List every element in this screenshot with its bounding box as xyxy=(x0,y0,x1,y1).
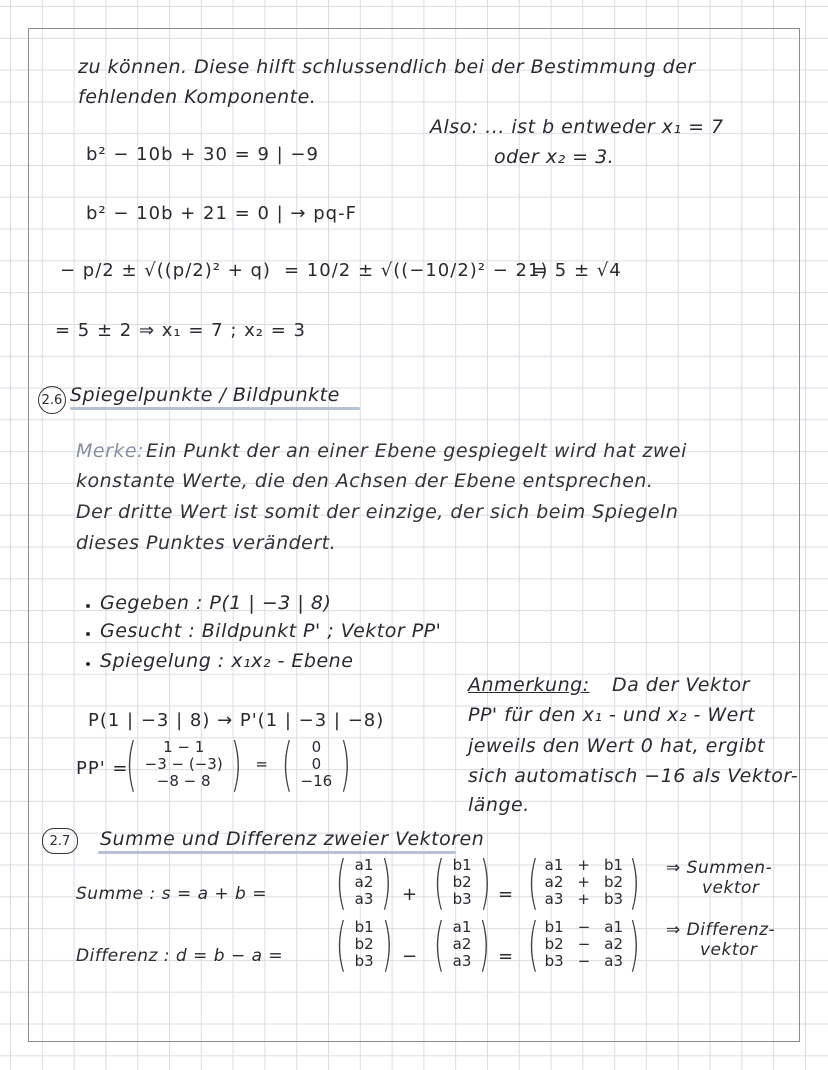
vec-op: − xyxy=(577,934,591,953)
merke-line-1: Ein Punkt der an einer Ebene gespiegelt wird hat zwei xyxy=(146,440,687,462)
differenz-note-2: vektor xyxy=(700,940,758,960)
section-2-6-underline xyxy=(70,407,360,410)
vec-entry: b1 xyxy=(452,855,472,874)
intro-line-2: fehlenden Komponente. xyxy=(78,86,317,108)
vec-entry: a3 xyxy=(544,889,564,908)
bullet-dot xyxy=(86,662,90,666)
vec-entry: b3 xyxy=(544,951,564,970)
summe-equals: = xyxy=(498,884,515,905)
calc-line-3-right: = 5 ± √4 xyxy=(532,260,622,281)
vec-entry: b1 xyxy=(354,917,374,936)
calc-line-1: b² − 10b + 30 = 9 | −9 xyxy=(86,144,319,165)
differenz-note: ⇒ Differenz- xyxy=(666,920,776,940)
vec-entry: a1 xyxy=(354,855,374,874)
anmerkung-label: Anmerkung: xyxy=(468,674,590,696)
pp-result-row: 0 xyxy=(311,737,322,756)
vec-entry: a2 xyxy=(354,872,374,891)
anmerkung-line-1: Da der Vektor xyxy=(612,674,750,696)
calc-line-3-left: − p/2 ± √((p/2)² + q) xyxy=(60,260,271,281)
vec-entry: b3 xyxy=(452,889,472,908)
mirror-line: P(1 | −3 | 8) → P'(1 | −3 | −8) xyxy=(88,710,385,731)
vec-entry: a1 xyxy=(452,917,472,936)
calc-line-4: = 5 ± 2 ⇒ x₁ = 7 ; x₂ = 3 xyxy=(55,320,306,341)
pp-diff-row: −8 − 8 xyxy=(156,771,211,790)
anmerkung-line-3: jeweils den Wert 0 hat, ergibt xyxy=(468,735,765,757)
section-2-7-number: 2.7 xyxy=(42,828,78,854)
vec-entry: b3 xyxy=(603,889,624,908)
section-2-6-title: Spiegelpunkte / Bildpunkte xyxy=(70,384,340,406)
vec-op: + xyxy=(577,889,590,908)
pp-result-row: 0 xyxy=(311,754,322,773)
vec-op: + xyxy=(577,855,590,874)
vec-entry: a3 xyxy=(604,951,624,970)
bullet-dot xyxy=(86,604,90,608)
vec-entry: a1 xyxy=(544,855,564,874)
summe-vector-a: ( a1 a2 a3 ) xyxy=(335,848,393,916)
vec-entry: b1 xyxy=(603,855,624,874)
differenz-vector-b: ( b1 b2 b3 ) xyxy=(335,910,393,978)
also-line-2: oder x₂ = 3. xyxy=(494,146,615,168)
calc-line-3-mid: = 10/2 ± √((−10/2)² − 21) xyxy=(284,260,549,281)
calc-line-2: b² − 10b + 21 = 0 | → pq-F xyxy=(86,203,357,224)
bullet-wanted: Gesucht : Bildpunkt P' ; Vektor PP' xyxy=(100,620,442,642)
vec-op: − xyxy=(577,951,591,970)
vec-entry: b2 xyxy=(603,872,624,891)
vec-entry: b1 xyxy=(544,917,564,936)
also-line-1: Also: ... ist b entweder x₁ = 7 xyxy=(430,116,724,138)
vec-entry: b2 xyxy=(354,934,374,953)
anmerkung-line-2: PP' für den x₁ - und x₂ - Wert xyxy=(468,704,756,726)
anmerkung-line-4: sich automatisch −16 als Vektor- xyxy=(468,765,799,787)
differenz-equals: = xyxy=(498,946,515,967)
summe-note: ⇒ Summen- xyxy=(666,858,773,878)
pp-diff-row: 1 − 1 xyxy=(163,737,205,756)
vec-op: + xyxy=(577,872,590,891)
summe-result-vector: ( a1 + b1 a2 + b2 a3 + b3 ) xyxy=(527,848,641,916)
section-2-7-title: Summe und Differenz zweier Vektoren xyxy=(100,828,485,850)
bullet-dot xyxy=(86,632,90,636)
merke-line-2: konstante Werte, die den Achsen der Ebene entsprechen. xyxy=(76,470,654,492)
merke-label: Merke: xyxy=(76,440,144,462)
pp-vector-label: PP' = xyxy=(76,758,129,779)
vec-entry: b3 xyxy=(354,951,374,970)
bullet-mirror: Spiegelung : x₁x₂ - Ebene xyxy=(100,650,354,672)
vec-entry: a3 xyxy=(354,889,374,908)
summe-label: Summe : s = a + b = xyxy=(76,884,267,904)
summe-plus: + xyxy=(402,884,419,905)
summe-note-2: vektor xyxy=(702,878,760,898)
vec-entry: a2 xyxy=(544,872,564,891)
vec-entry: b2 xyxy=(452,872,472,891)
vec-entry: a3 xyxy=(452,951,472,970)
summe-vector-b: ( b1 b2 b3 ) xyxy=(433,848,491,916)
differenz-vector-a: ( a1 a2 a3 ) xyxy=(433,910,491,978)
vec-entry: a2 xyxy=(452,934,472,953)
intro-line-1: zu können. Diese hilft schlussendlich bei der Bestimmung der xyxy=(78,56,696,78)
pp-diff-row: −3 − (−3) xyxy=(144,754,223,773)
pp-result-row: −16 xyxy=(300,771,333,790)
bullet-given: Gegeben : P(1 | −3 | 8) xyxy=(100,592,332,614)
vec-op: − xyxy=(577,917,591,936)
pp-diff-vector: ( 1 − 1 −3 − (−3) −8 − 8 ) = ( 0 0 −16 ) xyxy=(125,730,352,798)
vec-entry: a1 xyxy=(604,917,624,936)
vec-entry: a2 xyxy=(604,934,624,953)
merke-line-3: Der dritte Wert ist somit der einzige, der sich beim Spiegeln xyxy=(76,501,679,523)
differenz-label: Differenz : d = b − a = xyxy=(76,946,284,966)
differenz-minus: − xyxy=(402,946,419,967)
vec-entry: b2 xyxy=(544,934,564,953)
differenz-result-vector: ( b1 − a1 b2 − a2 b3 − a3 ) xyxy=(527,910,641,978)
anmerkung-line-5: länge. xyxy=(468,794,530,816)
merke-line-4: dieses Punktes verändert. xyxy=(76,532,337,554)
section-2-6-number: 2.6 xyxy=(38,386,66,414)
section-2-7-underline xyxy=(98,851,456,854)
